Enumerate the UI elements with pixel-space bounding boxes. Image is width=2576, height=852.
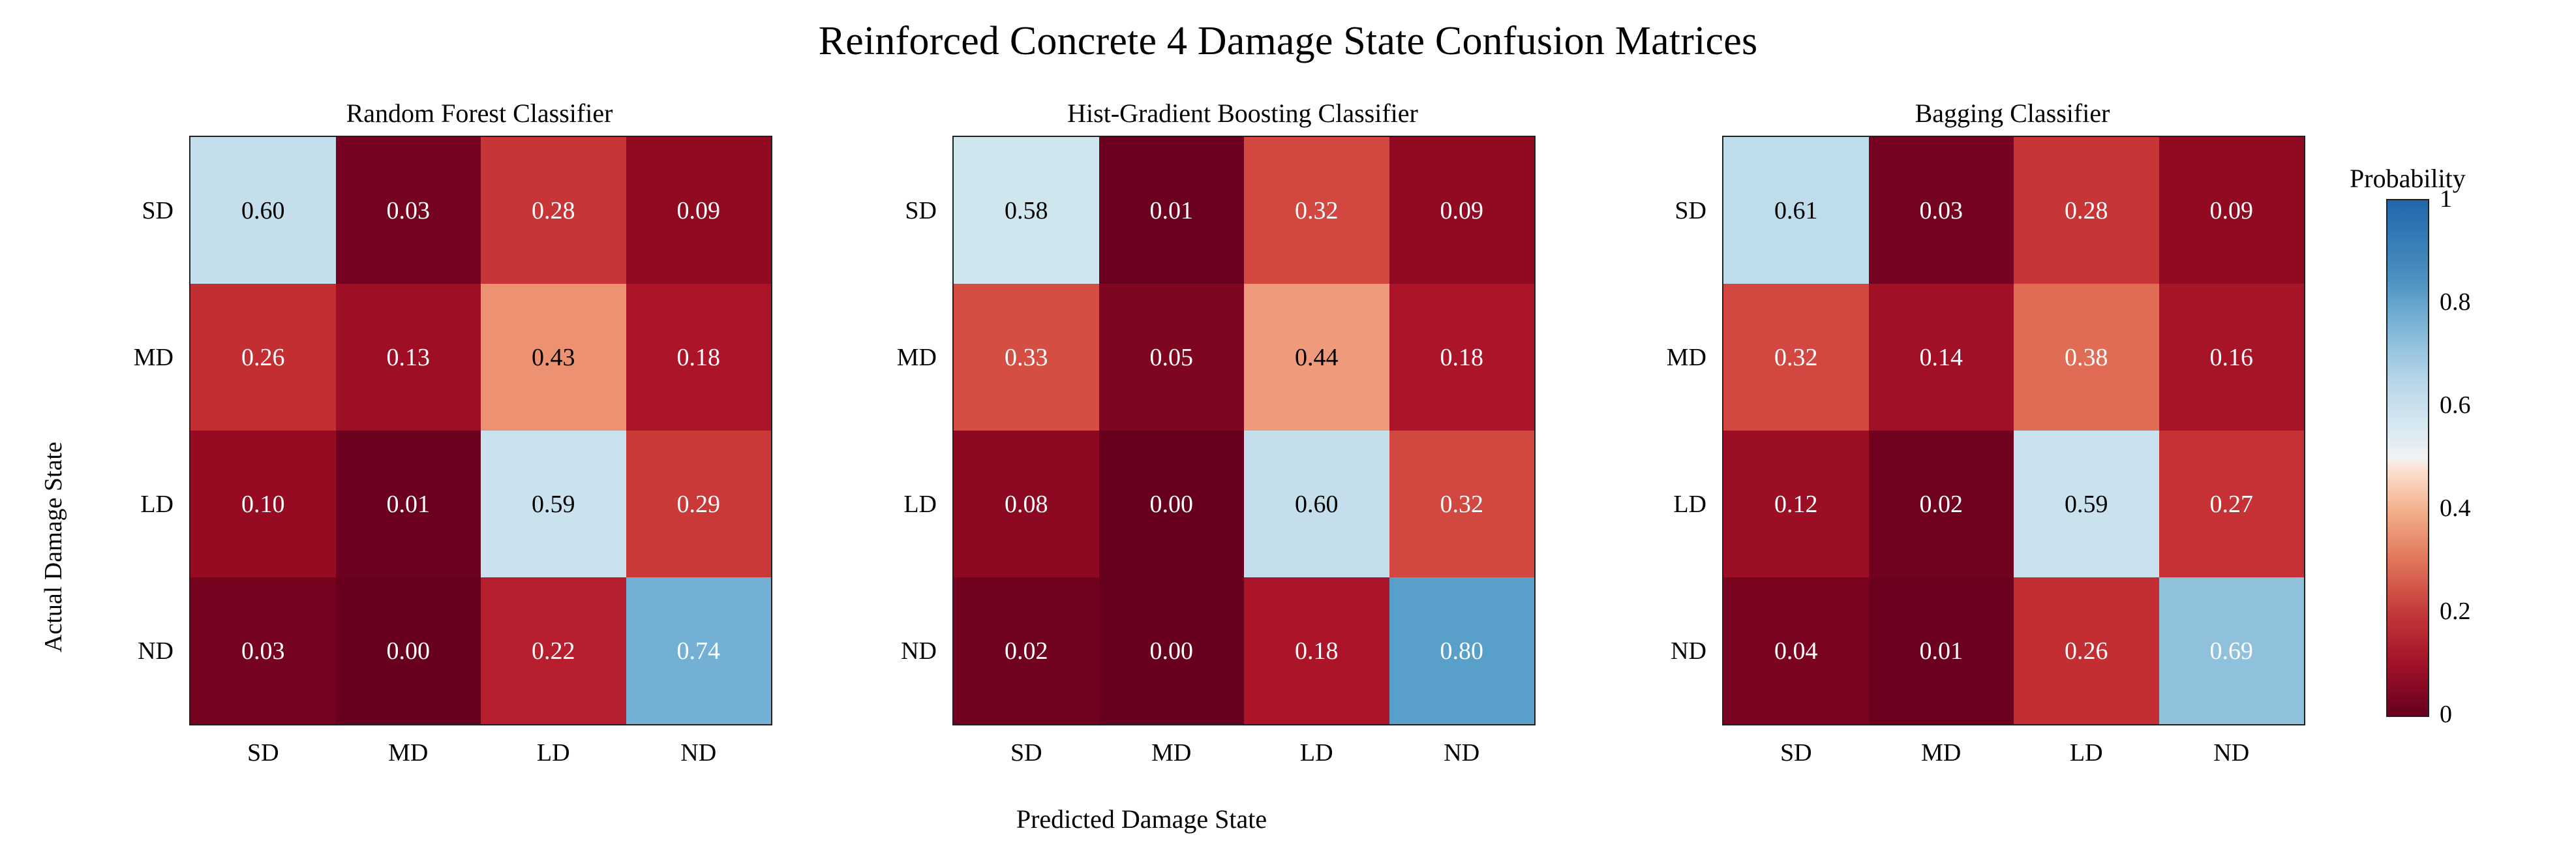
y-tick-label: MD [1666, 343, 1706, 371]
x-tick-label: MD [388, 739, 429, 767]
cell-value: 0.43 [532, 343, 575, 371]
heatmap-cell [481, 577, 626, 767]
cell-value: 0.03 [241, 637, 285, 665]
y-tick-label: MD [896, 343, 937, 371]
heatmap-grid [133, 136, 772, 767]
y-tick-label: ND [138, 637, 174, 665]
heatmap-grid [896, 136, 1536, 767]
cell-value: 0.60 [1295, 490, 1339, 518]
cell-value: 0.03 [1919, 196, 1963, 224]
heatmap-cell [1244, 284, 1389, 431]
panel-title: Bagging Classifier [1915, 99, 2110, 128]
x-tick-label: SD [1010, 739, 1042, 767]
heatmap-cell [1099, 137, 1245, 284]
cell-value: 0.10 [241, 490, 285, 518]
cell-value: 0.14 [1919, 343, 1963, 371]
x-tick-label: SD [247, 739, 279, 767]
cell-value: 0.74 [676, 637, 720, 665]
x-tick-label: SD [1780, 739, 1812, 767]
cell-value: 0.09 [676, 196, 720, 224]
heatmap-cell [140, 431, 336, 577]
cell-value: 0.00 [1149, 637, 1193, 665]
x-tick-label: ND [2213, 739, 2250, 767]
cell-value: 0.01 [1919, 637, 1963, 665]
heatmap-cell [896, 284, 1099, 431]
cell-value: 0.05 [1149, 343, 1193, 371]
colorbar-tick-label: 0.4 [2440, 494, 2471, 522]
heatmap-cell [2014, 284, 2159, 431]
colorbar-title: Probability [2350, 164, 2466, 193]
x-tick-label: MD [1921, 739, 1962, 767]
colorbar-tick-label: 0.2 [2440, 598, 2471, 625]
heatmap-cell [626, 577, 772, 767]
y-tick-label: ND [1671, 637, 1706, 665]
cell-value: 0.69 [2209, 637, 2253, 665]
heatmap-cell [1389, 284, 1535, 431]
heatmap-cell [1869, 137, 2014, 284]
heatmap-cell [1671, 577, 1869, 767]
heatmap-cell [336, 431, 481, 577]
colorbar-gradient [2386, 199, 2429, 717]
heatmap-cell [903, 431, 1099, 577]
heatmap-cell [1389, 431, 1535, 577]
colorbar-tick-label: 1 [2440, 185, 2452, 213]
cell-value: 0.03 [386, 196, 430, 224]
cell-value: 0.61 [1774, 196, 1818, 224]
y-tick-label: MD [133, 343, 174, 371]
heatmap-cell [1869, 431, 2014, 577]
heatmap-cell [2014, 577, 2159, 767]
heatmap-cell [481, 284, 626, 431]
heatmap-cell [905, 137, 1099, 284]
cell-value: 0.02 [1919, 490, 1963, 518]
y-axis-label: Actual Damage State [40, 442, 67, 652]
y-tick-label: LD [140, 490, 174, 518]
x-tick-label: MD [1151, 739, 1192, 767]
x-tick-label: LD [1299, 739, 1333, 767]
cell-value: 0.13 [386, 343, 430, 371]
heatmap-grid-wrap [1666, 136, 2303, 767]
heatmap-cell [626, 284, 772, 431]
x-tick-label: ND [1444, 739, 1480, 767]
cell-value: 0.28 [532, 196, 575, 224]
heatmap-cell [133, 284, 336, 431]
heatmap-cell [2159, 137, 2305, 284]
cell-value: 0.59 [532, 490, 575, 518]
cell-value: 0.18 [1440, 343, 1483, 371]
heatmap-cell [626, 431, 772, 577]
heatmap-cell [2014, 431, 2159, 577]
heatmap-cell [142, 137, 336, 284]
panel-title: Random Forest Classifier [346, 99, 613, 128]
cell-value: 0.33 [1005, 343, 1048, 371]
cell-value: 0.04 [1774, 637, 1818, 665]
heatmap-cell [336, 284, 481, 431]
cell-value: 0.44 [1295, 343, 1339, 371]
heatmap-cell [336, 137, 481, 284]
cell-value: 0.12 [1774, 490, 1818, 518]
y-tick-label: SD [142, 196, 174, 224]
cell-value: 0.16 [2209, 343, 2253, 371]
x-tick-label: ND [680, 739, 717, 767]
heatmap-cell [1869, 284, 2014, 431]
cell-value: 0.26 [241, 343, 285, 371]
colorbar-tick-label: 0 [2440, 701, 2452, 728]
heatmap-cell [1099, 577, 1245, 767]
heatmap-cell [901, 577, 1099, 767]
heatmap-grid-wrap [896, 136, 1533, 767]
cell-value: 0.18 [676, 343, 720, 371]
x-axis-label: Predicted Damage State [1016, 804, 1267, 834]
heatmap-cell [1389, 577, 1535, 767]
cell-value: 0.09 [2209, 196, 2253, 224]
heatmap-cell [2159, 284, 2305, 431]
cell-value: 0.09 [1440, 196, 1483, 224]
cell-value: 0.00 [1149, 490, 1193, 518]
heatmap-cell [1389, 137, 1535, 284]
cell-value: 0.58 [1005, 196, 1048, 224]
heatmap-cell [2014, 137, 2159, 284]
cell-value: 0.32 [1440, 490, 1483, 518]
figure-title: Reinforced Concrete 4 Damage State Confusion Matrices [818, 19, 1758, 63]
heatmap-cell [1673, 431, 1869, 577]
cell-value: 0.80 [1440, 637, 1483, 665]
cell-value: 0.59 [2065, 490, 2108, 518]
heatmap-cell [2159, 431, 2305, 577]
heatmap-cell [626, 137, 772, 284]
y-tick-label: SD [1674, 196, 1706, 224]
cell-value: 0.32 [1295, 196, 1339, 224]
cell-value: 0.29 [676, 490, 720, 518]
heatmap-cell [336, 577, 481, 767]
colorbar-tick-label: 0.6 [2440, 391, 2471, 419]
heatmap-cell [1244, 431, 1389, 577]
panel-title: Hist-Gradient Boosting Classifier [1067, 99, 1418, 128]
heatmap-cell [1244, 137, 1389, 284]
x-tick-label: LD [2069, 739, 2103, 767]
cell-value: 0.01 [1149, 196, 1193, 224]
heatmap-cell [1674, 137, 1869, 284]
x-tick-label: LD [536, 739, 570, 767]
cell-value: 0.28 [2065, 196, 2108, 224]
heatmap-grid-wrap [133, 136, 770, 767]
heatmap-cell [481, 431, 626, 577]
heatmap-cell [1099, 431, 1245, 577]
cell-value: 0.00 [386, 637, 430, 665]
cell-value: 0.22 [532, 637, 575, 665]
heatmap-cell [1099, 284, 1245, 431]
y-tick-label: LD [1673, 490, 1706, 518]
cell-value: 0.26 [2065, 637, 2108, 665]
cell-value: 0.27 [2209, 490, 2253, 518]
cell-value: 0.18 [1295, 637, 1339, 665]
cell-value: 0.32 [1774, 343, 1818, 371]
heatmap-cell [2159, 577, 2305, 767]
cell-value: 0.38 [2065, 343, 2108, 371]
y-tick-label: SD [905, 196, 937, 224]
heatmap-cell [1244, 577, 1389, 767]
colorbar-tick-label: 0.8 [2440, 288, 2471, 316]
heatmap-cell [1666, 284, 1869, 431]
heatmap-cell [1869, 577, 2014, 767]
y-tick-label: ND [901, 637, 937, 665]
cell-value: 0.08 [1005, 490, 1048, 518]
cell-value: 0.01 [386, 490, 430, 518]
cell-value: 0.60 [241, 196, 285, 224]
heatmap-grid [1666, 136, 2305, 767]
heatmap-cell [138, 577, 336, 767]
cell-value: 0.02 [1005, 637, 1048, 665]
heatmap-cell [481, 137, 626, 284]
y-tick-label: LD [903, 490, 937, 518]
